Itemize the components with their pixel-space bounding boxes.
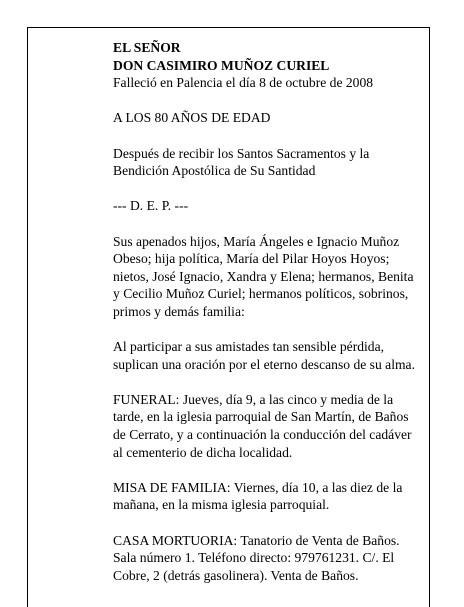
header-block: [113, 39, 418, 92]
family-mass-paragraph: MISA DE FAMILIA: Viernes, día 10, a las diez de la mañana, en la misma iglesia parroquial.: [113, 479, 403, 513]
request-paragraph: Al participar a sus amistades tan sensible pérdida, suplican una oración por el eterno descanso de su alma.: [113, 339, 415, 372]
age-line: A LOS 80 AÑOS DE EDAD: [113, 110, 271, 126]
funeral-paragraph: FUNERAL: Jueves, día 9, a las cinco y media de la tarde, en la iglesia parroquial de San Martín, de Baños de Cerrato, y a continuación la conducción del cadáver al cementerio de dicha localidad.: [113, 391, 412, 460]
funeral-home-paragraph: CASA MORTUORIA: Tanatorio de Venta de Baños. Sala número 1. Teléfono directo: 979761231. C/. El Cobre, 2 (detrás gasolinera). Venta de Baños.: [113, 532, 400, 583]
deceased-name: DON CASIMIRO MUÑOZ CURIEL: [113, 57, 330, 73]
death-notice-line: Falleció en Palencia el día 8 de octubre de 2008: [113, 75, 374, 91]
title-el-senor: EL SEÑOR: [113, 40, 181, 55]
sacraments-paragraph: Después de recibir los Santos Sacramentos y la Bendición Apostólica de Su Santidad: [113, 145, 370, 179]
obituary-notice: [113, 39, 418, 602]
family-paragraph: Sus apenados hijos, María Ángeles e Ignacio Muñoz Obeso; hija política, María del Pilar Hoyos Hoyos; nietos, José Ignacio, Xandra y Elena; hermanos, Benita y Cecilio Muñoz Curiel; hermanos políticos, sobrinos, primos y demás familia:: [113, 233, 414, 319]
rip-line: --- D. E. P. ---: [113, 198, 189, 214]
